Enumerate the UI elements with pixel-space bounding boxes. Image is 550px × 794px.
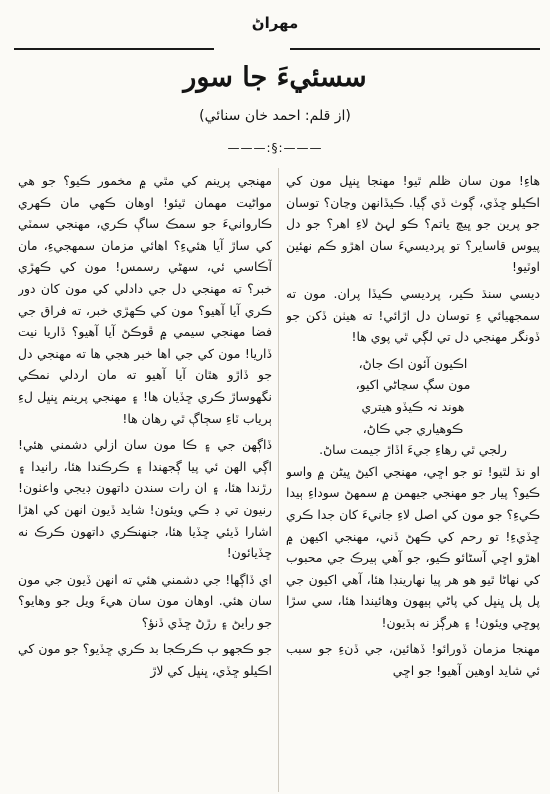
article-byline: (از قلم: احمد خان سنائي): [199, 108, 351, 124]
header-rule-right: [290, 48, 540, 50]
verse-line: مون سڳ سڃاڻي اکيو،: [355, 377, 471, 393]
text-column-right: [286, 170, 540, 792]
verse-line: ڪوھياري جي ڪاڻ،: [362, 420, 464, 436]
verse-line: رلجي ٿي رھاءِ جيءَ اڏاڙ جيمت ساڻ.: [319, 442, 507, 458]
column-separator: [278, 168, 279, 792]
article-title: سسئيءَ جا سور: [183, 62, 367, 93]
paragraph: ڏاڳھن جي ۽ ڪا مون سان ازلي دشمني ھئي! اڳي الھن ئي پيا ڳجھندا ۽ ڪرڪندا ھئا، رانيدا ۽ رڙندا ھئا، ۽ ان رات سندن داتھون ڊيجي واعٺون! رنيون تي ڊ ڪي ويئون! شايد ڏيون انھن کي اھڙا اشارا ڏيئي ڇڏيا ھئا، جنھنڪري داتھون ڪرڪ نه ڇڏيائون!: [18, 437, 272, 561]
paragraph: مھنجي پرينم کي مٿي ۾ مخمور ڪيو؟ جو ھي مواڻيت مھمان ٿيئو! اوھان ڪھي مان ڪھري ڪاروانيءَ جو سمڪ ساڳ ڪري، مھنجي سمٽي کي ساڙ آيا ھئيءِ؟ اھائي مزمان سمهجيءِ، مان آڪاسي ئي، سھڻي رسمس! مون کي ڪھڙي خبر؟ ته مھنجي دل جي دادلي کي مون کان دور ڪري آيا آھيو؟ مون کي ڪھڙي خبر، ته فراق جي فضا مھنجي سيمي ۾ ڦوڪڻ آيا آھيو؟ ڏاريا نيت ڏاريا! مون کي جي اھا خبر ھجي ھا ته مھنجي دل جو ڏاڙو ھٿان آيا آھيو ته مان اردلي نمڪي نگھوساڙ ڪري ڇڏيان ھا! ۽ مھنجي پرينم ڀنڀل لءِ ٻرياب ٽاءِ سڄاڳ ٿي رھان ھا!: [18, 173, 272, 426]
paragraph: جو ڪجھو ٻ ڪرڪجا بد ڪري ڇڏيو؟ جو مون کي اڪيلو ڇڏي، ڀنڀل کي لاڙ: [18, 641, 272, 679]
verse-line: ھوند نہ ڪيڏو ھيتري: [361, 398, 465, 414]
running-header: مھراڻ: [251, 14, 299, 32]
paragraph: ھاءِ! مون سان ظلم ٿيو! مھنجا ڀنڀل مون کي اڪيلو ڇڏي، ڳوٺ ڏي ڳيا. ڪيڏانھن وڃان؟ توسان جو پرين جو ڀيچ ياتم؟ ڪو لہڻ لاءِ اھر؟ جو دل پيوس قاساير؟ تو پرديسيءَ سان اھڙو ڪم نھئين اوٽيو!: [286, 173, 540, 275]
paragraph: مھنجا مزمان ڏورائو! ڏھائين، جي ڏنءِ جو سبب ئي شايد اوھين آھيو! جو اڇي: [286, 641, 540, 679]
title-ornament: ———:§:———: [227, 141, 323, 155]
verse-line: اڪيون آئون اڪ جاڻ،: [358, 355, 468, 371]
paragraph: اي ڏاڳھا! جي دشمني ھئي ته انھن ڏيون جي مون سان ھئي. اوھان مون سان ھيءَ ويل جو وھايو؟ جو رايڻ ۽ رڙڻ ڇڏي ڏنؤ؟: [18, 571, 272, 630]
paragraph: او نڌ لٿيو! تو جو اڇي، مھنجي اکيڻ ڀيڻن ۾ واسو ڪيو؟ پيار جو مھنجي جيھمن ۾ سمهڻ سوداءِ ٻيدا ڪيءِ؟ جو مون کي اصل لاءِ جانيءَ کان جدا ڪري ڇڏيءِ! تو رحم کي ڪھڻ ڏني، مھنجي اکيھن ۾ اھڙو اڇي آسڻائو ڪيو، جو آھي ٻيرڪ جي محبوب کي نھاڻا ٿيو ھو ھر پيا نھارينڊا ھئا، آھي اکيون جي پل پل ڀنڀل کي پاڻي ٻيھون وھائيندا ھئا، سي سڙا پوڇي ويئون! ۽ ھرڳز نه ٻڌيون!: [286, 463, 540, 630]
text-column-left: [18, 170, 272, 792]
header-rule-left: [14, 48, 214, 50]
paragraph: ديسي سنڌ ڪير، پرديسي ڪيڏا پران. مون ته سمجھيائي ءِ توسان دل اڙائي! ته هيٺن ڏکن جو ڏونگر مھنجي دل تي لڳي ٿي پوي ھا!: [286, 285, 540, 345]
